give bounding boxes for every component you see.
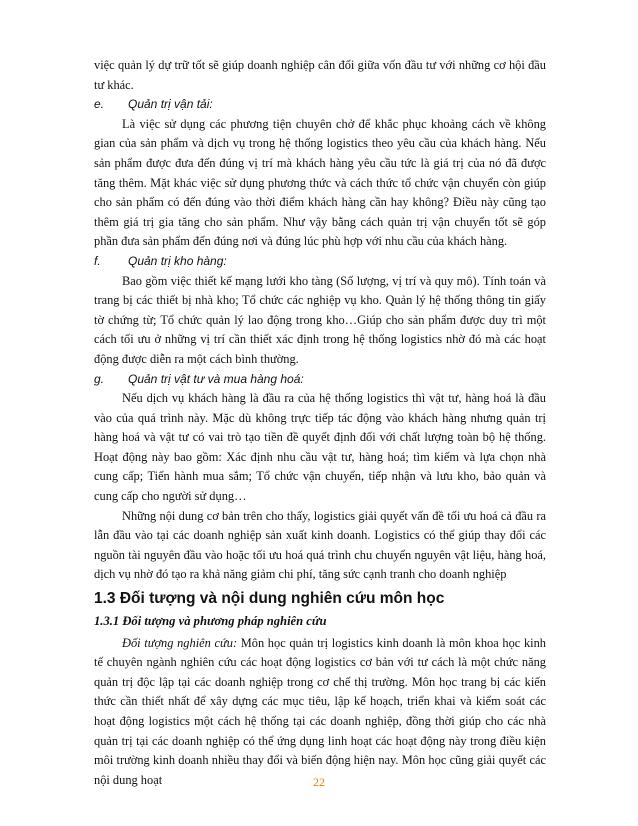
subsection-title: 1.3.1 Đối tượng và phương pháp nghiên cứu — [94, 614, 327, 629]
materials-paragraph: Nếu dịch vụ khách hàng là đầu ra của hệ thống logistics thì vật tư, hàng hoá là đầu vào của quá trình này. Mặc dù không trực tiếp tác động vào khách hàng nhưng quản trị hàng hoá và vật tư có vai trò tạo tiền đề quyết định đối với chất lượng toàn bộ hệ thống. Hoạt động này bao gồm: Xác định nhu cầu vật tư, hàng hoá; tìm kiếm và lựa chọn nhà cung cấp; Tiến hành mua sắm; Tổ chức vận chuyển, tiếp nhận và lưu kho, bảo quản và cung cấp cho người sử dụng… — [94, 391, 546, 504]
heading-e — [94, 95, 546, 115]
section-title: 1.3 Đối tượng và nội dung nghiên cứu môn học — [94, 590, 445, 608]
object-label: Đối tượng nghiên cứu: — [122, 635, 238, 650]
summary-paragraph: Những nội dung cơ bản trên cho thấy, logistics giải quyết vấn đề tối ưu hoá cả đầu ra lẫn đầu vào tại các doanh nghiệp sản xuất kinh doanh. Logistics có thể giúp thay đổi các nguồn tài nguyên đầu vào hoặc tối ưu hoá quá trình chu chuyển nguyên vật liệu, hàng hoá, dịch vụ nhờ đó tạo ra khả năng giảm chi phí, tăng sức cạnh tranh cho doanh nghiệp — [94, 508, 546, 582]
warehouse-paragraph: Bao gồm việc thiết kế mạng lưới kho tàng (Số lượng, vị trí và quy mô). Tính toán và trang bị các thiết bị nhà kho; Tổ chức các nghiệp vụ kho. Quản lý hệ thống thông tin giấy tờ chứng từ; Tổ chức quản lý lao động trong kho…Giúp cho sản phẩm được duy trì một cách tối ưu ở những vị trí cần thiết xác định trong hệ thống logistics nhờ đó mà các hoạt động được diễn ra một cách bình thường. — [94, 273, 546, 366]
heading-g-letter: g. — [94, 371, 105, 386]
heading-f — [94, 252, 546, 272]
intro-paragraph: việc quản lý dự trữ tốt sẽ giúp doanh nghiệp cân đối giữa vốn đầu tư với những cơ hội đầu tư khác. — [94, 58, 546, 92]
page-number: 22 — [313, 775, 325, 789]
transport-paragraph: Là việc sử dụng các phương tiện chuyên chở để khắc phục khoảng cách về không gian của sản phẩm và dịch vụ trong hệ thống logistics theo yêu cầu của khách hàng. Nếu sản phẩm được đưa đến đúng vị trí mà khách hàng yêu cầu tức là giá trị của nó đã được tăng thêm. Mặt khác việc sử dụng phương thức và cách thức tổ chức vận chuyển còn giúp cho sản phẩm có đến đúng vào thời điểm khách hàng cần hay không? Điều này cũng tạo thêm giá trị gia tăng cho sản phẩm. Như vậy bằng cách quản trị vận chuyển tốt sẽ góp phần đưa sản phẩm đến đúng nơi và đúng lúc phù hợp với nhu cầu của khách hàng. — [94, 116, 546, 249]
heading-e-title: Quản trị vận tải: — [128, 97, 213, 112]
object-body: Môn học quản trị logistics kinh doanh là môn khoa học kinh tế chuyên ngành nghiên cứu các hoạt động logistics cơ bản với tư cách là một chức năng quản trị độc lập tại các doanh nghiệp trong cơ chế thị trường. Môn học trang bị các kiến thức cần thiết nhất để xây dựng các mục tiêu, lập kế hoạch, triển khai và kiểm soát các hoạt động logistics một cách hệ thống tại các doanh nghiệp, đồng thời giúp cho các nhà quản trị tại các doanh nghiệp có thể ứng dụng linh hoạt các hoạt động này trong điều kiện môi trường kinh doanh nhiều thay đổi và biến động hiện nay. Môn học cũng giải quyết các nội dung hoạt — [94, 635, 546, 787]
object-paragraph — [94, 634, 546, 791]
heading-f-title: Quản trị kho hàng: — [128, 253, 227, 268]
heading-e-letter: e. — [94, 97, 105, 112]
page-content — [94, 56, 546, 790]
heading-g-title: Quản trị vật tư và mua hàng hoá: — [128, 371, 304, 386]
heading-g — [94, 370, 546, 390]
heading-f-letter: f. — [94, 253, 101, 268]
